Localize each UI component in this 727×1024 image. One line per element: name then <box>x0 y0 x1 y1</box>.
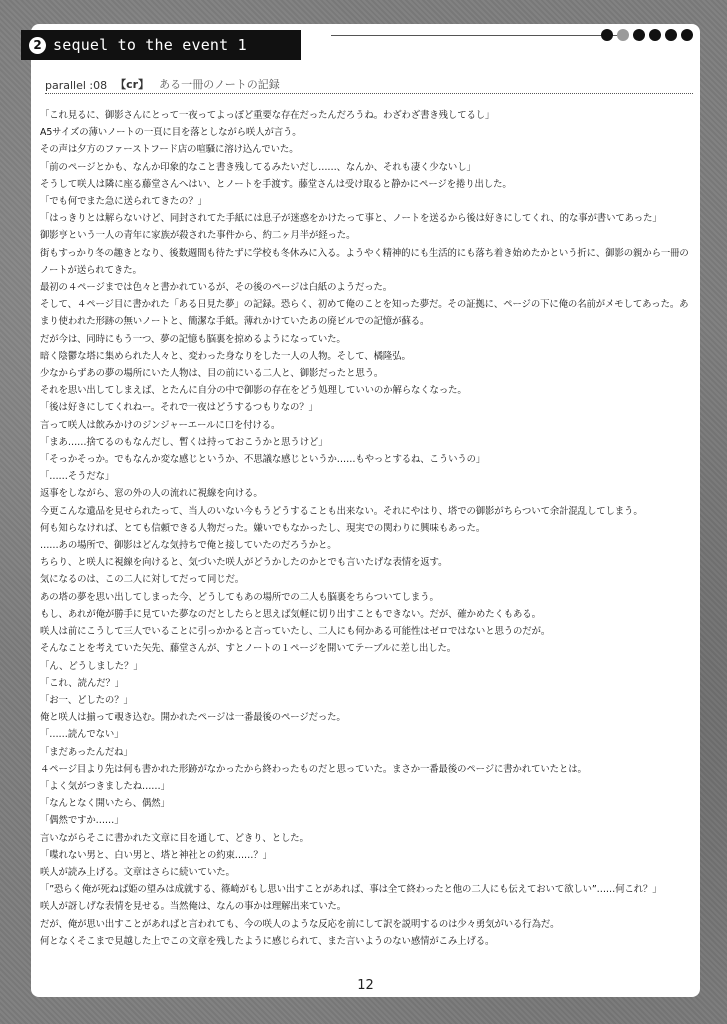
paragraph: 「なんとなく開いたら、偶然」 <box>40 798 170 810</box>
paragraph: そんなことを考えていた矢先、藤堂さんが、すとノートの１ページを開いてテーブルに差し出した。 <box>40 643 457 655</box>
page-sheet <box>31 24 700 997</box>
dot-2 <box>617 29 629 41</box>
paragraph: 「……そうだな」 <box>40 471 115 483</box>
tag-label: 【cr】 <box>115 78 150 91</box>
paragraph: 「後は好きにしてくれねー。それで一夜はどうするつもりなの？」 <box>40 402 318 414</box>
page-number: 12 <box>357 978 374 993</box>
paragraph: 今更こんな遺品を見せられたって、当人のいない今もうどうすることも出来ない。それにやはり、塔での御影がちらついて余計混乱してしまう。 <box>40 505 643 517</box>
paragraph: 少なからずあの夢の場所にいた人物は、目の前にいる二人と、御影だったと思う。 <box>40 368 384 380</box>
dot-1 <box>601 29 613 41</box>
paragraph: 俺と咲人は揃って覗き込む。開かれたページは一番最後のページだった。 <box>40 712 346 724</box>
paragraph: 「まあ……捨てるのもなんだし、暫くは持っておこうかと思うけど」 <box>40 436 328 448</box>
paragraph: A5サイズの薄いノートの一頁に目を落としながら咲人が言う。 <box>40 127 302 139</box>
paragraph: 暗く陰鬱な塔に集められた人々と、変わった身なりをした一人の人物。そして、橘隆弘。 <box>40 350 411 362</box>
paragraph: ４ページ目より先は何も書かれた形跡がなかったから終わったものだと思っていた。まさか一番最後のページに書かれていたとは。 <box>40 763 587 775</box>
paragraph: 咲人が読み上げる。文章はさらに続いていた。 <box>40 866 235 878</box>
paragraph: 言いながらそこに書かれた文章に目を通して、どきり、とした。 <box>40 832 309 844</box>
part-label: parallel :08 <box>45 79 108 92</box>
paragraph: 最初の４ページまでは色々と書かれているが、その後のページは白紙のようだった。 <box>40 282 393 294</box>
paragraph: 「でも何でまた急に送られてきたの？」 <box>40 196 207 208</box>
paragraph: 言って咲人は飲みかけのジンジャーエールに口を付ける。 <box>40 419 281 431</box>
header-rule <box>331 35 621 36</box>
dot-5 <box>665 29 677 41</box>
paragraph: 「前のページとかも、なんか印象的なこと書き残してるみたいだし……、なんか、それも凄く少ないし」 <box>40 161 476 173</box>
paragraph: 咲人は前にこうして三人でいることに引っかかると言っていたし、二人にも何かある可能性はゼロではないと思うのだが。 <box>40 626 551 638</box>
paragraph: 街もすっかり冬の趣きとなり、後数週間も待たずに学校も冬休みに入る。ようやく精神的にも生活的にも落ち着き始めたかという折に、御影の親から一冊のノートが送られてきた。 <box>40 247 689 276</box>
paragraph: 「……読んでない」 <box>40 729 124 741</box>
paragraph: 「そっかそっか。でもなんか変な感じというか、不思議な感じというか……もやっとするね、こういうの」 <box>40 454 486 466</box>
paragraph: 「これ、読んだ？」 <box>40 677 125 689</box>
paragraph: 「はっきりとは解らないけど、同封されてた手紙には息子が迷惑をかけたって事と、ノートを送るから後は好きにしてくれ、的な事が書いてあった」 <box>40 213 662 225</box>
paragraph: ……あの場所で、御影はどんな気持ちで俺と接していたのだろうかと。 <box>40 540 337 552</box>
chapter-number-badge: 2 <box>29 37 46 54</box>
paragraph: それを思い出してしまえば、とたんに自分の中で御影の存在をどう処理していいのか解らなくなった。 <box>40 385 467 397</box>
paragraph: 何となくそこまで見越した上でこの文章を残したように感じられて、また言いようのない感情がこみ上げる。 <box>40 935 495 947</box>
paragraph: 「ん、どうしました？」 <box>40 660 143 672</box>
paragraph: だが今は、同時にもう一つ、夢の記憶も脳裏を掠めるようになっていた。 <box>40 333 346 345</box>
paragraph: そして、４ページ目に書かれた「ある日見た夢」の記録。恐らく、初めて俺のことを知った夢だ。その証拠に、ページの下に俺の名前がメモしてあった。あまり使われた形跡の無いノートと、簡潔な手紙。薄れかけていたあの廃ビルでの記憶が蘇る。 <box>40 299 689 328</box>
paragraph: 御影亨という一人の青年に家族が殺された事件から、約二ヶ月半が経った。 <box>40 230 356 242</box>
paragraph: その声は夕方のファーストフード店の喧騒に溶け込んでいた。 <box>40 144 299 156</box>
dot-6 <box>681 29 693 41</box>
paragraph: 「偶然ですか……」 <box>40 815 124 827</box>
paragraph: あの塔の夢を思い出してしまった今、どうしてもあの場所での二人も脳裏をちらついてしまう。 <box>40 591 439 603</box>
body-text <box>40 107 691 950</box>
paragraph: もし、あれが俺が勝手に見ていた夢なのだとしたらと思えば気軽に切り出すこともできない。だが、確かめたくもある。 <box>40 608 541 620</box>
paragraph: そうして咲人は隣に座る藤堂さんへはい、とノートを手渡す。藤堂さんは受け取ると静かにページを捲り出した。 <box>40 178 512 190</box>
paragraph: 返事をしながら、窓の外の人の流れに視線を向ける。 <box>40 488 263 500</box>
chapter-title: sequel to the event 1 <box>53 36 247 54</box>
paragraph: 咲人が訝しげな表情を見せる。当然俺は、なんの事かは理解出来ていた。 <box>40 901 347 913</box>
dot-4 <box>649 29 661 41</box>
paragraph: 「まだあったんだね」 <box>40 746 133 758</box>
dot-3 <box>633 29 645 41</box>
paragraph: 「”恐らく俺が死ねば姫の望みは成就する、篠崎がもし思い出すことがあれば、事は全て終わったと他の二人にも伝えておいて欲しい”……何これ？」 <box>40 884 662 896</box>
paragraph: 気になるのは、この二人に対してだって同じだ。 <box>40 574 245 586</box>
paragraph: ちらり、と咲人に視線を向けると、気づいた咲人がどうかしたのかとでも言いたげな表情を返す。 <box>40 557 448 569</box>
paragraph: 何も知らなければ、とても信頼できる人物だった。嫌いでもなかったし、現実での関わりに興味もあった。 <box>40 522 486 534</box>
header-dots <box>601 29 693 41</box>
chapter-header <box>21 30 301 60</box>
subtitle-text: ある一冊のノートの記録 <box>159 78 280 91</box>
paragraph: 「これ見るに、御影さんにとって一夜ってよっぽど重要な存在だったんだろうね。わざわざ書き残してるし」 <box>40 110 495 121</box>
section-subtitle <box>45 76 693 94</box>
paragraph: 「よく気がつきましたね……」 <box>40 780 170 792</box>
paragraph: 「お一、どしたの？」 <box>40 694 133 706</box>
paragraph: 「喋れない男と、白い男と、塔と神社との約束……？」 <box>40 849 272 861</box>
paragraph: だが、俺が思い出すことがあればと言われても、今の咲人のような反応を前にして訳を説明するのは少々勇気がいる行為だ。 <box>40 918 560 930</box>
